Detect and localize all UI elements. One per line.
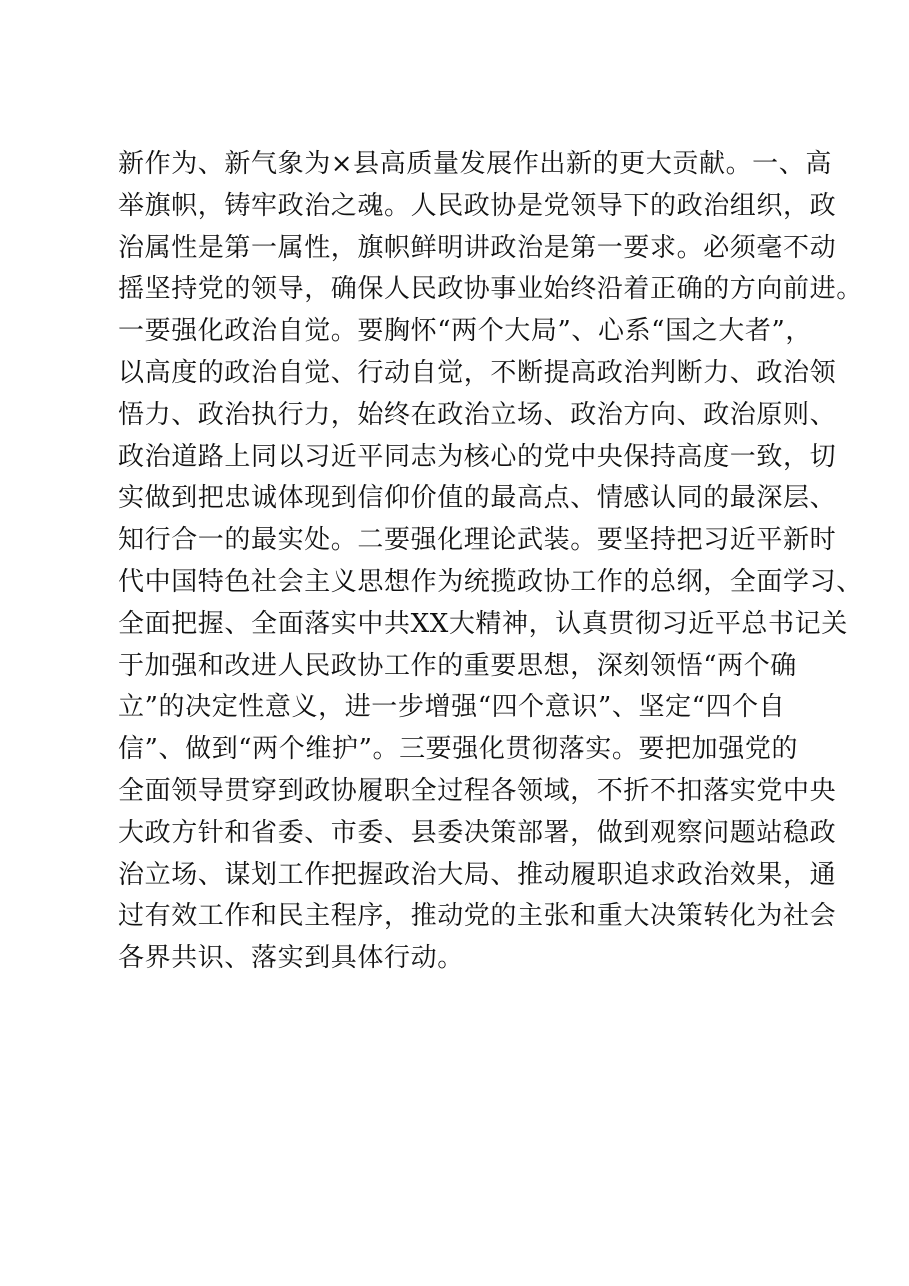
- text-line: 治立场、谋划工作把握政治大局、推动履职追求政治效果，通: [118, 859, 837, 890]
- text-line: 治属性是第一属性，旗帜鲜明讲政治是第一要求。必须毫不动: [118, 232, 837, 263]
- text-line: 知行合一的最实处。二要强化理论武装。要坚持把习近平新时: [118, 525, 837, 556]
- text-line: 实做到把忠诚体现到信仰价值的最高点、情感认同的最深层、: [118, 483, 837, 514]
- text-line: 大政方针和省委、市委、县委决策部署，做到观察问题站稳政: [118, 817, 837, 848]
- text-line: 悟力、政治执行力，始终在政治立场、政治方向、政治原则、: [118, 399, 837, 430]
- text-line: 信”、做到“两个维护”。三要强化贯彻落实。要把加强党的: [118, 734, 799, 765]
- text-line: 举旗帜，铸牢政治之魂。人民政协是党领导下的政治组织，政: [118, 190, 837, 221]
- text-line: 全面把握、全面落实中共XX大精神，认真贯彻习近平总书记关: [118, 608, 848, 639]
- text-line: 以高度的政治自觉、行动自觉，不断提高政治判断力、政治领: [118, 357, 837, 388]
- text-line: 一要强化政治自觉。要胸怀“两个大局”、心系“国之大者”，: [118, 316, 812, 347]
- text-line: 于加强和改进人民政协工作的重要思想，深刻领悟“两个确: [118, 650, 797, 681]
- text-line: 新作为、新气象为×县高质量发展作出新的更大贡献。一、高: [118, 149, 832, 179]
- text-line: 摇坚持党的领导，确保人民政协事业始终沿着正确的方向前进。: [118, 274, 863, 305]
- text-line: 各界共识、落实到具体行动。: [118, 943, 464, 974]
- text-line: 立”的决定性意义，进一步增强“四个意识”、坚定“四个自: [118, 692, 786, 723]
- body-paragraph: [118, 144, 863, 980]
- text-line: 政治道路上同以习近平同志为核心的党中央保持高度一致，切: [118, 441, 837, 472]
- text-line: 全面领导贯穿到政协履职全过程各领域，不折不扣落实党中央: [118, 775, 837, 806]
- text-line: 代中国特色社会主义思想作为统揽政协工作的总纲，全面学习、: [118, 566, 863, 597]
- text-line: 过有效工作和民主程序，推动党的主张和重大决策转化为社会: [118, 901, 837, 932]
